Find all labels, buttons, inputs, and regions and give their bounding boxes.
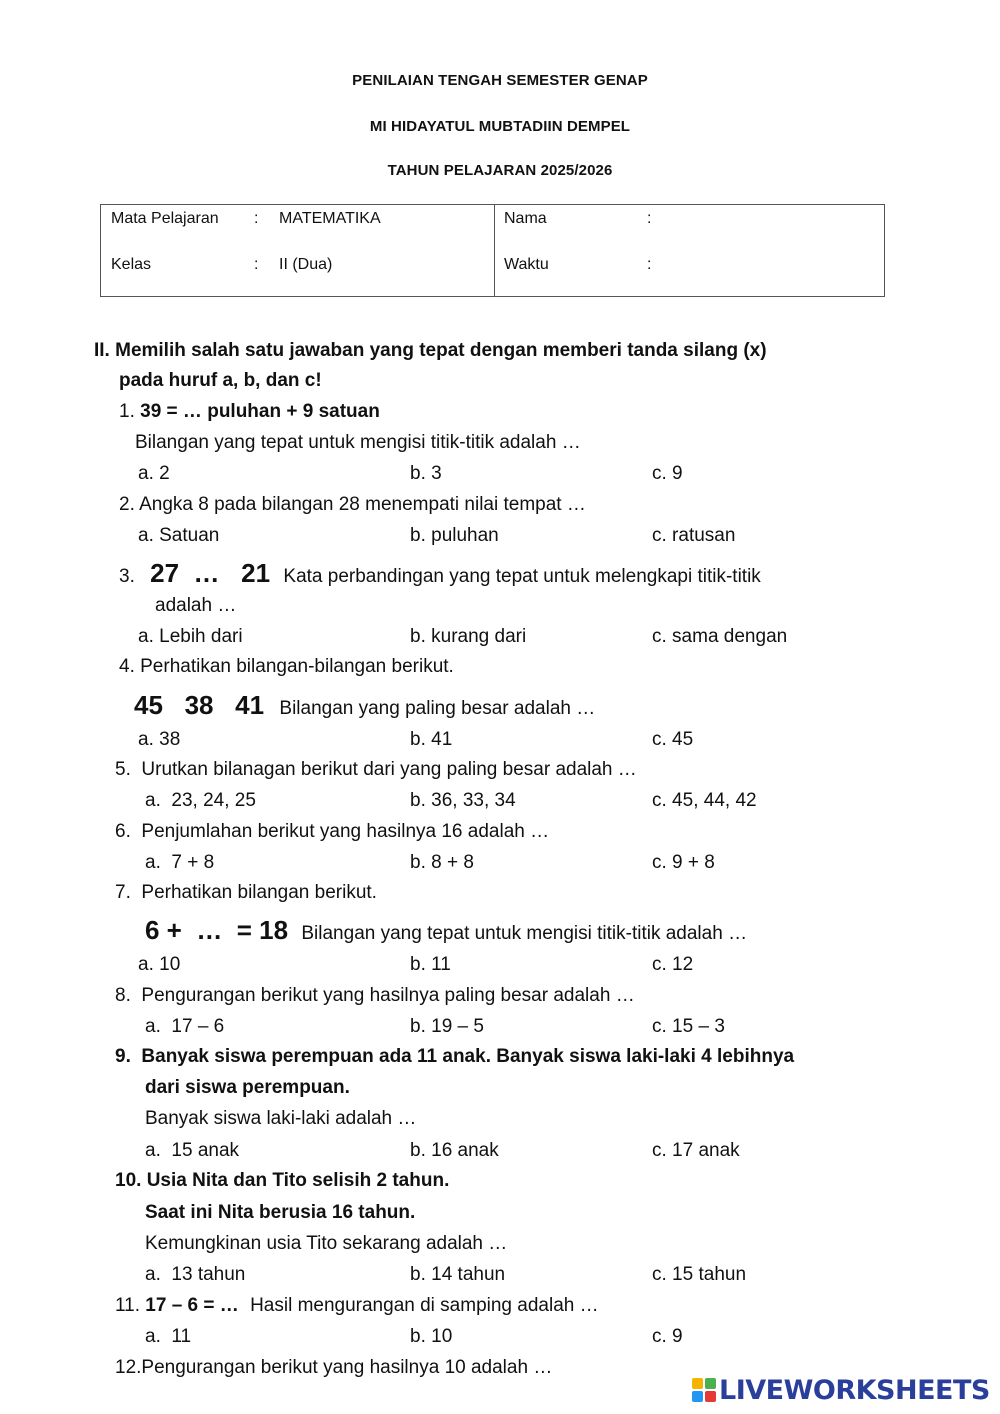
question-3 [119,556,761,594]
time-colon: : [647,256,652,273]
question-11 [115,1291,599,1321]
q9-option-a[interactable]: a. 15 anak [145,1140,240,1161]
q1-prompt: Bilangan yang tepat untuk mengisi titik-titik adalah … [135,432,581,453]
school-name: MI HIDAYATUL MUBTADIIN DEMPEL [369,118,631,135]
exam-title: PENILAIAN TENGAH SEMESTER GENAP [352,72,648,89]
question-5: 5. Urutkan bilanagan berikut dari yang paling besar adalah … [115,759,637,780]
q4-prompt: Bilangan yang paling besar adalah … [279,698,596,719]
q1-equation: 39 = … puluhan + 9 satuan [140,401,380,422]
q9-option-c[interactable]: c. 17 anak [652,1140,740,1161]
q11-option-a[interactable]: a. 11 [145,1326,192,1347]
q11-prompt: Hasil mengurangan di samping adalah … [250,1295,599,1316]
subject-label: Mata Pelajaran [111,210,219,227]
q9-text-cont: dari siswa perempuan. [145,1077,350,1098]
q11-option-b[interactable]: b. 10 [410,1326,453,1347]
q5-option-c[interactable]: c. 45, 44, 42 [652,790,757,811]
q7-prompt: Bilangan yang tepat untuk mengisi titik-titik adalah … [301,923,748,944]
watermark-text: LIVEWORKSHEETS [719,1374,990,1406]
liveworksheets-logo-icon [692,1378,716,1402]
q4-option-a[interactable]: a. 38 [138,729,181,750]
q7-equation: 6 + … = 18 [145,915,289,945]
q1-option-b[interactable]: b. 3 [410,463,442,484]
q8-option-b[interactable]: b. 19 – 5 [410,1016,484,1037]
q3-prompt: Kata perbandingan yang tepat untuk melengkapi titik-titik [283,566,761,587]
q4-numbers: 45 38 41 [134,690,265,720]
class-label: Kelas [111,256,152,273]
q2-option-b[interactable]: b. puluhan [410,525,499,546]
q1-number: 1. [119,401,135,422]
subject-colon: : [254,210,259,227]
q5-option-a[interactable]: a. 23, 24, 25 [145,790,256,811]
q4-numbers-line [134,688,595,726]
q8-option-a[interactable]: a. 17 – 6 [145,1016,225,1037]
question-7: 7. Perhatikan bilangan berikut. [115,882,377,903]
question-1 [119,397,380,427]
subject-value: MATEMATIKA [279,210,381,227]
q4-option-c[interactable]: c. 45 [652,729,694,750]
question-6: 6. Penjumlahan berikut yang hasilnya 16 adalah … [115,821,550,842]
q10-option-c[interactable]: c. 15 tahun [652,1264,747,1285]
academic-year: TAHUN PELAJARAN 2025/2026 [387,162,613,179]
q4-option-b[interactable]: b. 41 [410,729,453,750]
table-divider [494,205,495,296]
q3-option-c[interactable]: c. sama dengan [652,626,788,647]
q2-option-c[interactable]: c. ratusan [652,525,736,546]
q7-option-c[interactable]: c. 12 [652,954,694,975]
question-4: 4. Perhatikan bilangan-bilangan berikut. [119,656,454,677]
q11-option-c[interactable]: c. 9 [652,1326,683,1347]
q11-equation: 17 – 6 = … [145,1295,239,1316]
question-9: 9. Banyak siswa perempuan ada 11 anak. Banyak siswa laki-laki 4 lebihnya [115,1046,795,1067]
q3-option-b[interactable]: b. kurang dari [410,626,527,647]
q10-text-cont: Saat ini Nita berusia 16 tahun. [145,1202,416,1223]
liveworksheets-watermark [692,1372,992,1408]
class-value: II (Dua) [279,256,333,273]
q7-equation-line [145,913,747,951]
question-10: 10. Usia Nita dan Tito selisih 2 tahun. [115,1170,450,1191]
section-title-line1: II. Memilih salah satu jawaban yang tepat dengan memberi tanda silang (x) [94,340,767,361]
q8-option-c[interactable]: c. 15 – 3 [652,1016,725,1037]
question-2: 2. Angka 8 pada bilangan 28 menempati nilai tempat … [119,494,586,515]
q3-comparison: 27 … 21 [150,558,271,588]
question-12: 12.Pengurangan berikut yang hasilnya 10 adalah … [115,1357,553,1378]
q11-number: 11. [115,1295,141,1316]
q3-option-a[interactable]: a. Lebih dari [138,626,243,647]
q10-option-b[interactable]: b. 14 tahun [410,1264,506,1285]
q7-option-b[interactable]: b. 11 [410,954,451,975]
q10-prompt: Kemungkinan usia Tito sekarang adalah … [145,1233,508,1254]
q3-number: 3. [119,566,135,587]
q1-option-c[interactable]: c. 9 [652,463,683,484]
q9-option-b[interactable]: b. 16 anak [410,1140,499,1161]
name-colon: : [647,210,652,227]
q7-option-a[interactable]: a. 10 [138,954,181,975]
name-label: Nama [504,210,547,227]
q9-prompt: Banyak siswa laki-laki adalah … [145,1108,417,1129]
class-colon: : [254,256,259,273]
q6-option-a[interactable]: a. 7 + 8 [145,852,215,873]
question-8: 8. Pengurangan berikut yang hasilnya paling besar adalah … [115,985,635,1006]
student-info-table [100,204,885,297]
q5-option-b[interactable]: b. 36, 33, 34 [410,790,516,811]
section-title-line2: pada huruf a, b, dan c! [119,370,322,391]
q3-prompt-cont: adalah … [155,595,237,616]
q2-option-a[interactable]: a. Satuan [138,525,220,546]
q10-option-a[interactable]: a. 13 tahun [145,1264,246,1285]
time-label: Waktu [504,256,549,273]
q6-option-c[interactable]: c. 9 + 8 [652,852,715,873]
q6-option-b[interactable]: b. 8 + 8 [410,852,474,873]
q1-option-a[interactable]: a. 2 [138,463,170,484]
